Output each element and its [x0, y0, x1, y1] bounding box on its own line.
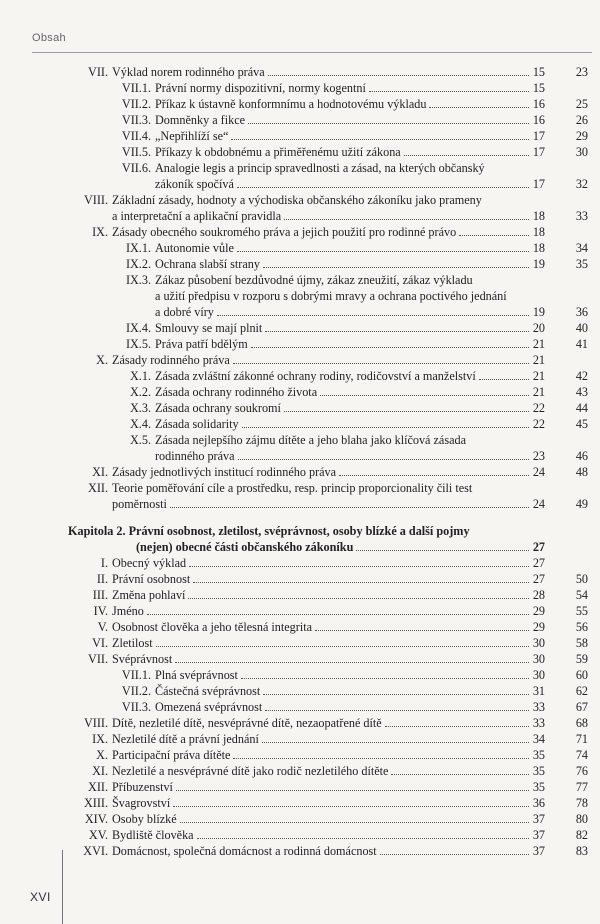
toc-entry-title: Osoby blízké — [112, 812, 177, 826]
toc-page-number: 16 — [532, 113, 545, 127]
dot-leader — [248, 123, 529, 124]
toc-entry — [0, 80, 600, 96]
dot-leader — [429, 107, 529, 108]
toc-page-number: 27 — [532, 556, 545, 570]
toc-entry — [0, 224, 600, 240]
margin-number: 58 — [575, 636, 588, 650]
toc-entry-number: XII. — [88, 780, 108, 794]
dot-leader — [404, 155, 529, 156]
toc-page-number: 19 — [532, 305, 545, 319]
toc-page-number: 35 — [532, 780, 545, 794]
toc-entry-title: Teorie poměřování cíle a prostředku, resp. princip proporcionality čili test — [112, 481, 473, 495]
toc-entry-title: Zletilost — [112, 636, 153, 650]
toc-entry-title: Domácnost, společná domácnost a rodinná domácnost — [112, 844, 377, 858]
margin-number: 68 — [575, 716, 588, 730]
dot-leader — [284, 219, 529, 220]
dot-leader — [320, 395, 529, 396]
dot-leader — [156, 646, 529, 647]
toc-entry-number: X.1. — [130, 369, 151, 383]
toc-entry-title: Osobnost člověka a jeho tělesná integrita — [112, 620, 313, 634]
toc-entry-number: VII.5. — [121, 145, 151, 159]
toc-entry — [0, 811, 600, 827]
toc-entry-title: Domněnky a fikce — [155, 113, 246, 127]
dot-leader — [339, 475, 529, 476]
toc-entry-title: Švagrovství — [112, 796, 171, 810]
toc-entry-title: Omezená svéprávnost — [155, 700, 263, 714]
toc-entry-title: a dobré víry — [155, 305, 214, 319]
dot-leader — [241, 678, 529, 679]
dot-leader — [238, 459, 529, 460]
toc-entry-title: Dítě, nezletilé dítě, nesvéprávné dítě, nezaopatřené dítě — [112, 716, 382, 730]
toc-entry-title: Výklad norem rodinného práva — [112, 65, 265, 79]
toc-entry-number: XI. — [92, 764, 108, 778]
margin-number: 33 — [575, 209, 588, 223]
toc-entry — [0, 192, 600, 208]
margin-number: 25 — [575, 97, 588, 111]
margin-number: 43 — [575, 385, 588, 399]
toc-page-number: 21 — [532, 369, 545, 383]
toc-entry-title: Svéprávnost — [112, 652, 173, 666]
toc-entry — [0, 256, 600, 272]
toc-page-number: 19 — [532, 257, 545, 271]
toc-entry — [0, 496, 600, 512]
toc-page-number: 33 — [532, 716, 545, 730]
toc-entry-number: XI. — [92, 465, 108, 479]
dot-leader — [391, 774, 529, 775]
toc-entry-title: Zásada ochrany rodinného života — [155, 385, 318, 399]
dot-leader — [237, 251, 529, 252]
margin-number: 54 — [575, 588, 588, 602]
toc-entry-title: Participační práva dítěte — [112, 748, 231, 762]
toc-page-number: 27 — [532, 572, 545, 586]
toc-entry — [0, 667, 600, 683]
dot-leader — [237, 187, 529, 188]
toc-entry-title: Příbuzenství — [112, 780, 173, 794]
dot-leader — [268, 75, 529, 76]
toc-page-number: 24 — [532, 465, 545, 479]
toc-entry-number: VII.2. — [121, 684, 151, 698]
dot-leader — [176, 790, 529, 791]
toc-entry-number: III. — [92, 588, 108, 602]
toc-entry — [0, 683, 600, 699]
toc-entry — [0, 651, 600, 667]
toc-entry-title: (nejen) obecné části občanského zákoníku — [136, 540, 354, 554]
toc-entry-title: Právní normy dispozitivní, normy kogentní — [155, 81, 366, 95]
toc-entry — [0, 160, 600, 176]
dot-leader — [356, 550, 529, 551]
toc-page-number: 24 — [532, 497, 545, 511]
margin-number: 55 — [575, 604, 588, 618]
toc-entry — [0, 432, 600, 448]
toc-entry — [0, 603, 600, 619]
toc-entry — [0, 843, 600, 859]
toc-entry-title: Smlouvy se mají plnit — [155, 321, 263, 335]
toc-entry — [0, 384, 600, 400]
toc-entry — [0, 400, 600, 416]
margin-number: 56 — [575, 620, 588, 634]
toc-page-number: 18 — [532, 209, 545, 223]
toc-page-number: 30 — [532, 636, 545, 650]
toc-page-number: 17 — [532, 145, 545, 159]
toc-entry-title: Zásada ochrany soukromí — [155, 401, 281, 415]
dot-leader — [197, 838, 529, 839]
toc-entry — [0, 699, 600, 715]
toc-entry — [0, 352, 600, 368]
toc-entry — [0, 571, 600, 587]
toc-page-number: 20 — [532, 321, 545, 335]
margin-number: 83 — [575, 844, 588, 858]
toc-page-number: 21 — [532, 337, 545, 351]
toc-page-number: 18 — [532, 241, 545, 255]
margin-number: 42 — [575, 369, 588, 383]
toc-page-number: 15 — [532, 81, 545, 95]
toc-entry-number: IX.1. — [125, 241, 151, 255]
toc-entry — [0, 288, 600, 304]
dot-leader — [263, 267, 529, 268]
toc-entry — [0, 96, 600, 112]
page-number: XVI — [30, 890, 51, 904]
toc-page-number: 22 — [532, 417, 545, 431]
toc-entry — [0, 619, 600, 635]
toc-entry-title: a užití předpisu v rozporu s dobrými mravy a ochrana poctivého jednání — [155, 289, 507, 303]
toc-entry-title: Zásady rodinného práva — [112, 353, 230, 367]
toc-entry-title: Kapitola 2. Právní osobnost, zletilost, svéprávnost, osoby blízké a další pojmy — [68, 524, 470, 538]
toc-entry-title: Příkaz k ústavně konformnímu a hodnotovému výkladu — [155, 97, 427, 111]
toc-entry-title: Částečná svéprávnost — [155, 684, 261, 698]
toc-page-number: 17 — [532, 177, 545, 191]
toc-entry — [0, 304, 600, 320]
toc-entry-title: Zásady jednotlivých institucí rodinného práva — [112, 465, 337, 479]
dot-leader — [251, 347, 529, 348]
margin-number: 59 — [575, 652, 588, 666]
toc-page-number: 17 — [532, 129, 545, 143]
toc-page-number: 27 — [532, 540, 545, 554]
toc-entry — [0, 587, 600, 603]
toc-entry-number: V. — [97, 620, 108, 634]
toc-entry-number: IX. — [92, 732, 108, 746]
margin-number: 45 — [575, 417, 588, 431]
dot-leader — [242, 427, 529, 428]
dot-leader — [233, 758, 529, 759]
dot-leader — [180, 822, 529, 823]
toc-page-number: 15 — [532, 65, 545, 79]
margin-number: 80 — [575, 812, 588, 826]
toc-entry-title: Ochrana slabší strany — [155, 257, 260, 271]
toc-entry-title: Jméno — [112, 604, 144, 618]
toc-entry-number: VII.2. — [121, 97, 151, 111]
toc-entry-number: VII.3. — [121, 113, 151, 127]
toc-entry-number: IX. — [92, 225, 108, 239]
toc-entry — [0, 208, 600, 224]
dot-leader — [265, 710, 529, 711]
toc-entry-title: Změna pohlaví — [112, 588, 186, 602]
dot-leader — [173, 806, 529, 807]
dot-leader — [369, 91, 529, 92]
dot-leader — [217, 315, 529, 316]
toc-entry-title: Obecný výklad — [112, 556, 187, 570]
toc-entry-title: Základní zásady, hodnoty a východiska občanského zákoníku jako prameny — [112, 193, 482, 207]
toc-entry — [0, 763, 600, 779]
dot-leader — [479, 379, 529, 380]
toc-entry-title: Autonomie vůle — [155, 241, 234, 255]
toc-page-number: 34 — [532, 732, 545, 746]
margin-number: 23 — [575, 65, 588, 79]
margin-number: 35 — [575, 257, 588, 271]
toc-entry — [0, 539, 600, 555]
margin-number: 67 — [575, 700, 588, 714]
toc-page-number: 33 — [532, 700, 545, 714]
toc-entry-number: IX.4. — [125, 321, 151, 335]
margin-number: 82 — [575, 828, 588, 842]
toc-page-number: 36 — [532, 796, 545, 810]
margin-number: 60 — [575, 668, 588, 682]
toc-entry-number: X.3. — [130, 401, 151, 415]
toc-entry — [0, 779, 600, 795]
toc-entry-title: Nezletilé dítě a právní jednání — [112, 732, 259, 746]
toc-page-number: 22 — [532, 401, 545, 415]
toc-entry-number: XVI. — [83, 844, 108, 858]
dot-leader — [170, 507, 529, 508]
margin-number: 32 — [575, 177, 588, 191]
toc-entry-number: VII.1. — [121, 668, 151, 682]
margin-number: 62 — [575, 684, 588, 698]
margin-number: 76 — [575, 764, 588, 778]
toc-entry-number: X.2. — [130, 385, 151, 399]
dot-leader — [233, 363, 529, 364]
margin-number: 50 — [575, 572, 588, 586]
toc-entry — [0, 368, 600, 384]
toc-entry — [0, 747, 600, 763]
margin-number: 41 — [575, 337, 588, 351]
toc-entry-number: X. — [96, 353, 108, 367]
toc-entry — [0, 416, 600, 432]
toc-entry — [0, 272, 600, 288]
toc-entry-number: I. — [100, 556, 108, 570]
toc-entry-title: „Nepřihlíží se“ — [155, 129, 229, 143]
toc-entry-number: XIV. — [84, 812, 108, 826]
margin-number: 30 — [575, 145, 588, 159]
toc-entry-title: Zásady obecného soukromého práva a jejich použití pro rodinné právo — [112, 225, 457, 239]
toc-entry-number: X.5. — [130, 433, 151, 447]
dot-leader — [231, 139, 529, 140]
dot-leader — [265, 331, 529, 332]
toc-entry-title: Zásada zvláštní zákonné ochrany rodiny, rodičovství a manželství — [155, 369, 476, 383]
margin-number: 29 — [575, 129, 588, 143]
toc-entry-number: VII. — [88, 65, 108, 79]
toc-entry — [0, 240, 600, 256]
toc-entry-title: Zásada nejlepšího zájmu dítěte a jeho blaha jako klíčová zásada — [155, 433, 466, 447]
toc-entry-title: zákoník spočívá — [155, 177, 234, 191]
toc-entry-number: X.4. — [130, 417, 151, 431]
toc-entry — [0, 112, 600, 128]
toc-entry — [0, 795, 600, 811]
toc-page-number: 37 — [532, 828, 545, 842]
toc-page-number: 37 — [532, 844, 545, 858]
toc-page-number: 21 — [532, 385, 545, 399]
dot-leader — [315, 630, 529, 631]
margin-number: 40 — [575, 321, 588, 335]
toc-entry-number: VII.4. — [121, 129, 151, 143]
toc-page-number: 29 — [532, 620, 545, 634]
margin-number: 71 — [575, 732, 588, 746]
toc-entry — [0, 128, 600, 144]
toc-page-number: 28 — [532, 588, 545, 602]
dot-leader — [380, 854, 529, 855]
toc-entry-title: Nezletilé a nesvéprávné dítě jako rodič nezletilého dítěte — [112, 764, 389, 778]
toc-entry — [0, 144, 600, 160]
margin-number: 78 — [575, 796, 588, 810]
toc-page-number: 35 — [532, 748, 545, 762]
toc-page-number: 21 — [532, 353, 545, 367]
toc-page-number: 30 — [532, 668, 545, 682]
margin-number: 44 — [575, 401, 588, 415]
dot-leader — [189, 566, 529, 567]
margin-number: 36 — [575, 305, 588, 319]
toc-entry-number: VIII. — [83, 193, 108, 207]
toc-entry-title: Plná svéprávnost — [155, 668, 238, 682]
toc-page-number: 30 — [532, 652, 545, 666]
margin-number: 34 — [575, 241, 588, 255]
dot-leader — [263, 694, 529, 695]
toc-entry — [0, 827, 600, 843]
toc-entry-number: XII. — [88, 481, 108, 495]
toc-entry — [0, 635, 600, 651]
toc-entry-title: a interpretační a aplikační pravidla — [112, 209, 282, 223]
toc-entry-number: VII.3. — [121, 700, 151, 714]
margin-number: 46 — [575, 449, 588, 463]
toc-entry-title: rodinného práva — [155, 449, 235, 463]
toc-entry-number: XV. — [88, 828, 108, 842]
margin-number: 49 — [575, 497, 588, 511]
toc-entry-title: Bydliště člověka — [112, 828, 194, 842]
toc-page-number: 35 — [532, 764, 545, 778]
dot-leader — [262, 742, 529, 743]
toc-entry-number: VIII. — [83, 716, 108, 730]
dot-leader — [188, 598, 529, 599]
margin-number: 77 — [575, 780, 588, 794]
footer-rule — [62, 850, 63, 924]
toc-entry-number: IX.5. — [125, 337, 151, 351]
toc-entry — [0, 464, 600, 480]
toc-entry — [0, 715, 600, 731]
toc-entry — [0, 176, 600, 192]
toc-entry — [0, 523, 600, 539]
toc-entry — [0, 336, 600, 352]
margin-number: 74 — [575, 748, 588, 762]
toc-entry — [0, 64, 600, 80]
dot-leader — [147, 614, 529, 615]
toc-entry-number: VI. — [92, 636, 108, 650]
running-header: Obsah — [32, 32, 66, 44]
toc-entry-number: VII. — [88, 652, 108, 666]
toc-entry-title: Zásada solidarity — [155, 417, 239, 431]
dot-leader — [284, 411, 529, 412]
toc-entry — [0, 448, 600, 464]
toc-entry — [0, 731, 600, 747]
toc-entry — [0, 480, 600, 496]
toc-entry — [0, 320, 600, 336]
toc-entry-number: X. — [96, 748, 108, 762]
toc-entry-number: VII.6. — [121, 161, 151, 175]
dot-leader — [385, 726, 529, 727]
toc-page-number: 16 — [532, 97, 545, 111]
header-rule — [32, 52, 592, 53]
toc-page-number: 18 — [532, 225, 545, 239]
table-of-contents — [0, 64, 600, 859]
toc-page-number: 37 — [532, 812, 545, 826]
toc-entry-number: IX.2. — [125, 257, 151, 271]
toc-entry-number: IV. — [93, 604, 108, 618]
margin-number: 26 — [575, 113, 588, 127]
toc-entry-title: poměrnosti — [112, 497, 167, 511]
toc-entry-title: Zákaz působení bezdůvodné újmy, zákaz zneužití, zákaz výkladu — [155, 273, 473, 287]
toc-entry-number: VII.1. — [121, 81, 151, 95]
toc-entry-title: Analogie legis a princip spravedlnosti a zásad, na kterých občanský — [155, 161, 485, 175]
dot-leader — [193, 582, 529, 583]
toc-entry-number: XIII. — [83, 796, 108, 810]
toc-entry-number: IX.3. — [125, 273, 151, 287]
toc-entry — [0, 555, 600, 571]
toc-entry-number: II. — [96, 572, 108, 586]
toc-entry-title: Právní osobnost — [112, 572, 191, 586]
toc-entry-title: Práva patří bdělým — [155, 337, 248, 351]
toc-page-number: 23 — [532, 449, 545, 463]
dot-leader — [459, 235, 529, 236]
toc-page-number: 29 — [532, 604, 545, 618]
toc-entry-title: Příkazy k obdobnému a přiměřenému užití zákona — [155, 145, 401, 159]
toc-page-number: 31 — [532, 684, 545, 698]
dot-leader — [175, 662, 529, 663]
margin-number: 48 — [575, 465, 588, 479]
